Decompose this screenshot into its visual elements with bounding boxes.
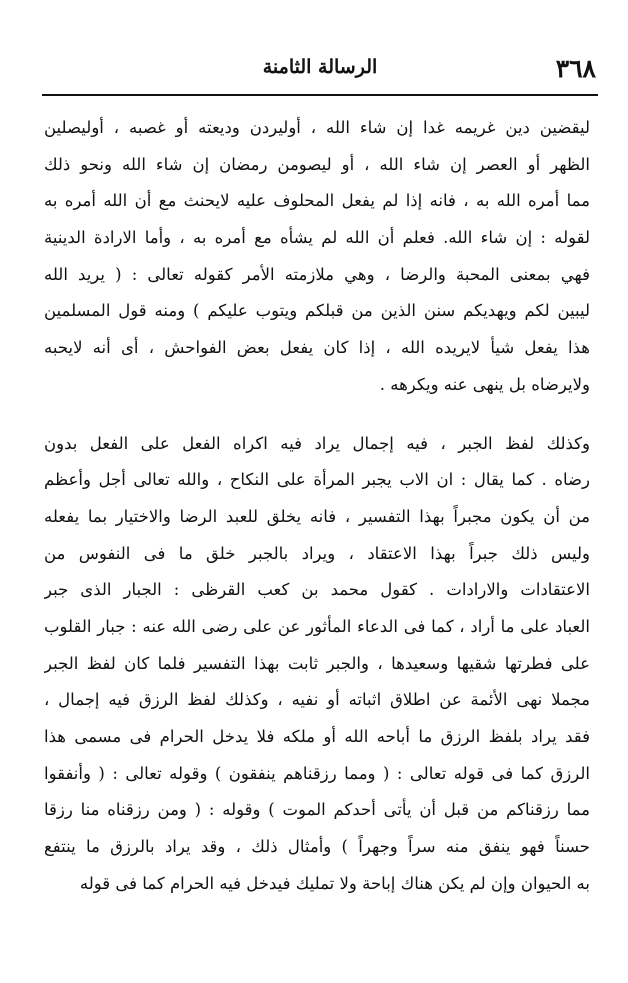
paragraph-1 [44,110,590,404]
text-line: مما أمره الله به ، فانه إذا لم يفعل المحلوف عليه لايحنث مع أن الله أمره به [44,191,590,211]
text-line: ولايرضاه بل ينهى عنه ويكرهه . [379,374,590,394]
text-line: ليبين لكم ويهديكم سنن الذين من قبلكم ويتوب عليكم ) ومنه قول المسلمين [44,301,590,321]
text-line: وكذلك لفظ الجبر ، فيه إجمال يراد فيه اكراه الفعل على الفعل بدون [44,433,590,453]
text-line: لقوله : إن شاء الله. فعلم أن الله لم يشأه مع أمره به ، وأما الارادة الدينية [44,228,590,248]
text-line: على فطرتها شقيها وسعيدها ، والجبر ثابت بهذا التفسير فلما كان لفظ الجبر [44,653,590,673]
page-number: ٣٦٨ [555,54,596,83]
text-line: الظهر أو العصر إن شاء الله ، أو ليصومن رمضان إن شاء الله ونحو ذلك [44,154,590,174]
paragraph-2 [44,426,590,903]
text-line: حسناً فهو ينفق منه سراً وجهراً ) وأمثال ذلك ، وقد يراد بالرزق ما ينتفع [44,837,590,857]
text-line: من أن يكون مجبراً بهذا التفسير ، فانه يخلق للعبد الرضا والاختيار بما يفعله [44,506,590,526]
text-line: به الحيوان وإن لم يكن هناك إباحة ولا تمليك فيدخل فيه الحرام كما فى قوله [79,873,590,893]
text-line: وليس ذلك جبراً بهذا الاعتقاد ، ويراد بالجبر خلق ما فى النفوس من [44,543,590,563]
text-line: الرزق كما فى قوله تعالى : ( ومما رزقناهم ينفقون ) وقوله تعالى : ( وأنفقوا [44,763,590,783]
text-line: مجملا نهى الأئمة عن اطلاق اثباته أو نفيه ، وكذلك لفظ الرزق فيه إجمال ، [44,690,590,710]
page-header [42,46,598,96]
text-line: الاعتقادات والارادات . كقول محمد بن كعب القرظى : الجبار الذى جبر [44,580,590,600]
text-line: هذا يفعل شيأ لايريده الله ، إذا كان يفعل بعض الفواحش ، أى أنه لايحبه [44,338,590,358]
text-line: العباد على ما أراد ، كما فى الدعاء المأثور عن على رضى الله عنه : جبار القلوب [44,616,590,636]
text-line: فقد يراد بلفظ الرزق ما أباحه الله أو ملكه فلا يدخل الحرام فى مسمى هذا [44,727,590,746]
paragraph-gap [44,404,590,426]
body-text [44,110,590,902]
running-title: الرسالة الثامنة [262,56,378,78]
text-line: مما رزقناكم من قبل أن يأتى أحدكم الموت ) وقوله : ( ومن رزقناه منا رزقا [44,800,590,820]
text-line: فهي بمعنى المحبة والرضا ، وهي ملازمته الأمر كقوله تعالى : ( يريد الله [44,264,590,284]
text-line: ليقضين دين غريمه غدا إن شاء الله ، أوليردن وديعته أو غصبه ، أوليصلين [44,118,590,137]
text-line: رضاه . كما يقال : ان الاب يجبر المرأة على النكاح ، والله تعالى أجل وأعظم [44,470,590,490]
